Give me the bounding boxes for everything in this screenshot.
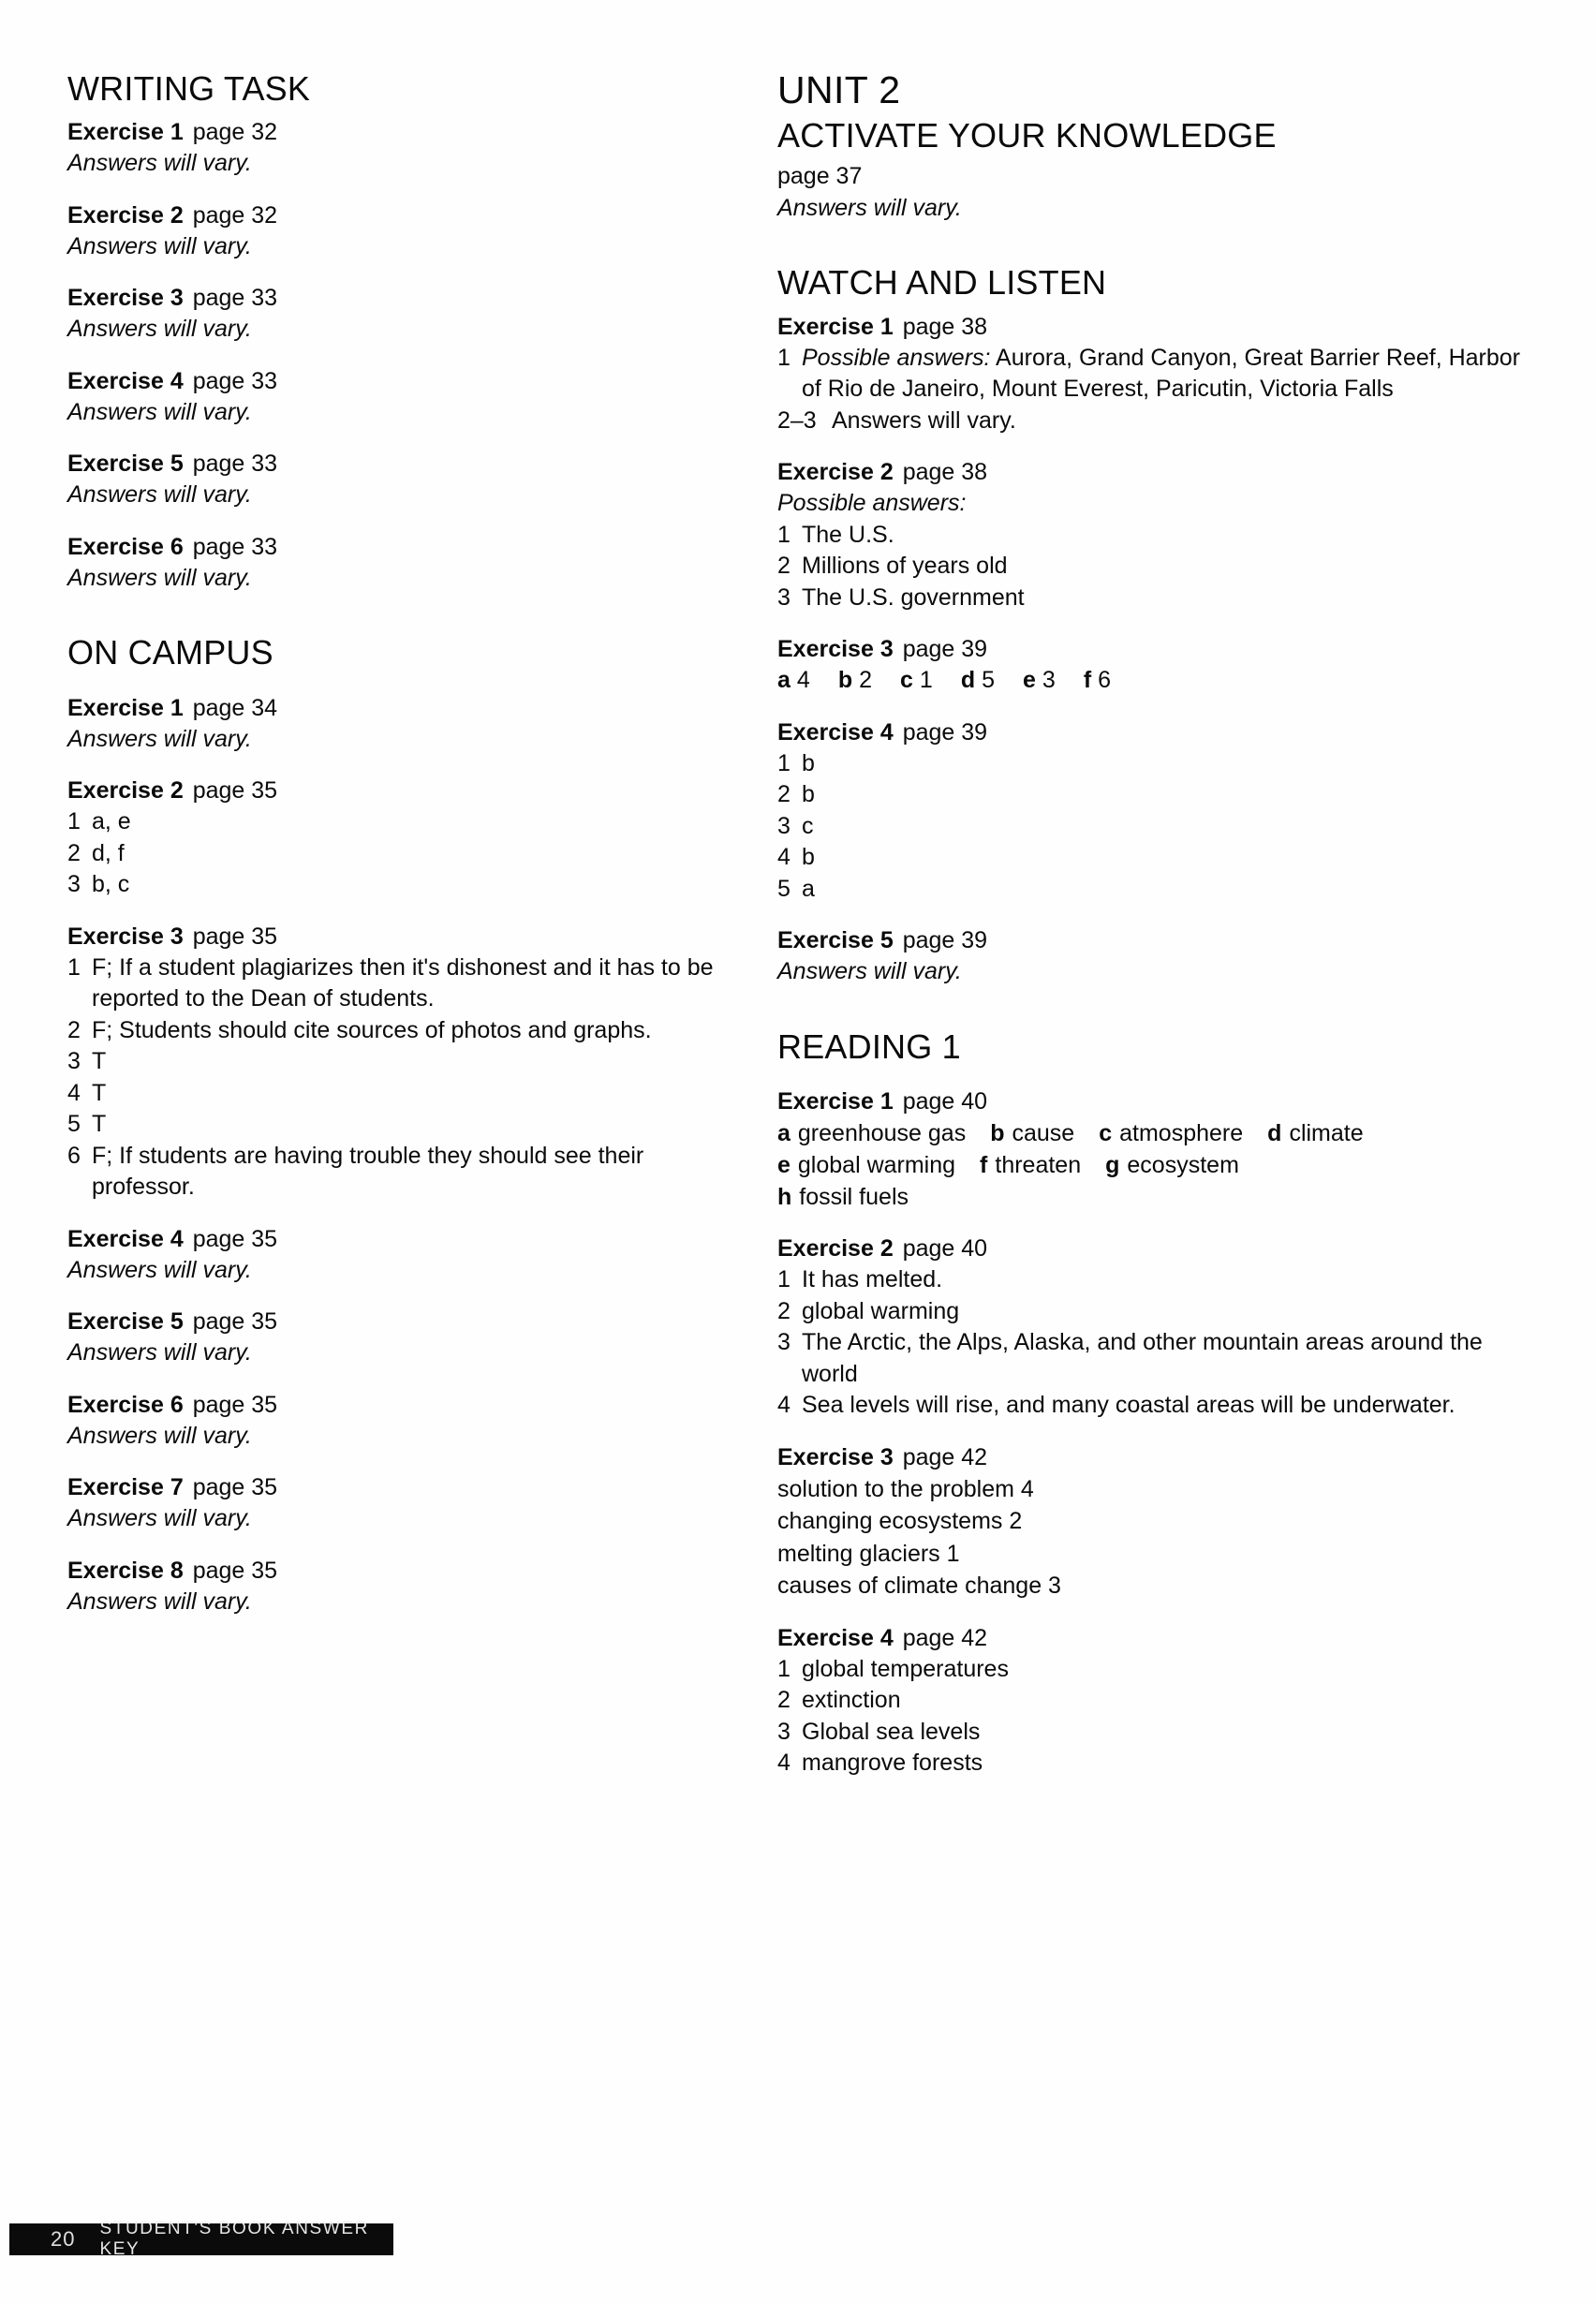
matching-value: 4 [796,667,810,694]
exercise-heading [67,532,740,563]
exercise-block [67,1390,740,1453]
answer-item [777,520,1540,552]
answer-text: F; If students are having trouble they should see their professor. [92,1142,644,1201]
exercise-heading [777,1442,1540,1473]
exercise-label: Exercise 1 [777,1088,894,1115]
answer-item [67,1141,740,1204]
answer-text: Answers will vary. [832,406,1016,434]
exercise-label: Exercise 4 [67,367,184,394]
exercise-label: Exercise 8 [67,1557,184,1584]
ordering-answer-line: causes of climate change 3 [777,1573,1061,1600]
answer-number: 3 [777,1718,791,1745]
answer-text: d, f [92,839,125,866]
exercise-block [67,922,740,1204]
exercise-label: Exercise 2 [777,1235,894,1263]
exercise-heading [777,1623,1540,1654]
vocab-row [777,1181,1540,1213]
matching-value: 5 [982,667,995,694]
answer-item [777,1296,1540,1328]
answer-item [67,1109,740,1141]
answer-number: 5 [777,875,791,902]
vocab-item [990,1120,1074,1146]
section-heading-writing-task: WRITING TASK [67,69,311,108]
answer-number: 3 [777,583,791,611]
exercise-label: Exercise 3 [777,636,894,663]
exercise-heading [67,1390,740,1421]
exercise-block [67,1472,740,1535]
exercise-page: page 39 [902,927,988,954]
exercise-answer: Answers will vary. [67,481,252,509]
exercise-answer: Answers will vary. [67,1505,252,1532]
answer-text: extinction [802,1687,901,1714]
exercise-heading [67,117,740,148]
exercise-label: Exercise 4 [67,1225,184,1252]
exercise-block [67,1556,740,1618]
section-heading-watch-and-listen: WATCH AND LISTEN [777,263,1107,303]
answer-number: 3 [777,812,791,839]
answer-text: The Arctic, the Alps, Alaska, and other mountain areas around the world [802,1329,1483,1387]
exercise-label: Exercise 3 [777,1443,894,1470]
vocab-key: c [1099,1120,1113,1147]
vocab-row [777,1117,1540,1149]
answer-text: a, e [92,808,131,835]
activate-answer: Answers will vary. [777,194,962,221]
answer-list [777,343,1540,437]
exercise-label: Exercise 3 [67,285,184,312]
exercise-heading [67,200,740,231]
answer-text: c [802,812,814,839]
exercise-label: Exercise 1 [67,119,184,146]
answer-text: The U.S. government [802,583,1025,611]
exercise-heading [777,925,1540,956]
answer-item [777,343,1540,406]
answer-list [777,520,1540,614]
answer-item [777,406,1540,437]
vocab-item [777,1120,966,1146]
vocab-value: greenhouse gas [797,1120,967,1147]
answer-lead-italic: Possible answers: [802,344,991,371]
answer-item [67,1078,740,1110]
answer-item [67,1046,740,1078]
exercise-label: Exercise 5 [67,450,184,478]
vocab-item [1099,1120,1243,1146]
answer-text: a [802,875,815,902]
matching-answer-row [777,665,1540,697]
vocab-key: e [777,1152,791,1179]
answer-text: Global sea levels [802,1718,981,1745]
vocab-key: a [777,1120,791,1147]
matching-pair [777,665,810,697]
exercise-page: page 38 [902,313,988,340]
answer-item [777,551,1540,583]
exercise-answer: Answers will vary. [67,1588,252,1615]
matching-key: b [837,667,853,694]
exercise-heading [67,449,740,480]
matching-value: 1 [919,667,933,694]
vocab-value: fossil fuels [799,1184,909,1211]
exercise-page: page 35 [192,923,278,950]
exercise-page: page 33 [192,533,278,560]
exercise-heading [67,922,740,953]
answer-text: mangrove forests [802,1750,983,1777]
answer-body: Aurora, Grand Canyon, Great Barrier Reef, Harbor of Rio de Janeiro, Mount Everest, Paricutin, Victoria Falls [802,344,1521,403]
matching-key: e [1023,667,1036,694]
answer-item [67,838,740,870]
answer-item [777,1717,1540,1749]
vocab-value: threaten [995,1152,1082,1179]
exercise-heading [67,693,740,724]
exercise-block [67,200,740,263]
vocab-value: climate [1289,1120,1364,1147]
exercise-block [67,532,740,595]
exercise-block [777,1442,1540,1602]
answer-item [777,811,1540,843]
exercise-block [777,1233,1540,1422]
page-footer-bar [9,2219,393,2259]
answer-text: Sea levels will rise, and many coastal areas will be underwater. [802,1392,1456,1419]
answer-number: 2 [777,553,791,580]
answer-number: 4 [777,844,791,871]
matching-key: c [900,667,913,694]
answer-text: T [92,1111,107,1138]
exercise-label: Exercise 6 [67,533,184,560]
matching-value: 6 [1098,667,1112,694]
answer-text: The U.S. [802,521,894,548]
exercise-block [777,1086,1540,1213]
answer-text: F; If a student plagiarizes then it's dishonest and it has to be reported to the Dean of students. [92,953,714,1012]
exercise-label: Exercise 2 [777,459,894,486]
answer-number: 1 [777,344,791,371]
answer-item [777,874,1540,906]
exercise-page: page 32 [192,119,278,146]
exercise-block [67,775,740,901]
ordering-answer-line: solution to the problem 4 [777,1475,1034,1502]
exercise-answer: Answers will vary. [67,232,252,259]
exercise-block [67,693,740,756]
two-column-layout [0,69,1596,1780]
answer-text [802,343,1540,406]
exercise-heading [777,1233,1540,1264]
exercise-heading [67,1307,740,1337]
exercise-page: page 35 [192,1308,278,1336]
answer-text: T [92,1079,107,1106]
matching-key: f [1083,667,1092,694]
answer-number: 1 [777,749,791,776]
answer-number: 1 [67,808,81,835]
answer-number: 1 [777,521,791,548]
exercise-block [777,312,1540,437]
exercise-answer: Answers will vary. [67,564,252,591]
answer-item [67,953,740,1015]
answer-item [777,583,1540,614]
exercise-answer: Answers will vary. [67,1339,252,1366]
vocab-item [777,1152,955,1178]
exercise-block [777,634,1540,697]
answer-text: Millions of years old [802,553,1008,580]
vocab-item [980,1152,1081,1178]
vocab-key: g [1105,1152,1120,1179]
answer-number: 4 [777,1392,791,1419]
vocab-key: b [990,1120,1005,1147]
ordering-answer-line: changing ecosystems 2 [777,1508,1023,1535]
exercise-page: page 35 [192,777,278,805]
exercise-answer: Answers will vary. [67,150,252,177]
answer-item [777,1748,1540,1780]
section-heading-on-campus: ON CAMPUS [67,633,273,672]
exercise-block [777,457,1540,613]
exercise-label: Exercise 1 [777,313,894,340]
exercise-heading [777,457,1540,488]
exercise-heading [67,1472,740,1503]
exercise-page: page 34 [192,694,278,721]
matching-value: 3 [1042,667,1056,694]
answer-text: b [802,844,815,871]
answer-number: 2 [67,1016,81,1043]
ordering-answer-line: melting glaciers 1 [777,1540,960,1567]
exercise-label: Exercise 2 [67,777,184,805]
unit-heading: UNIT 2 [777,68,901,111]
exercise-page: page 35 [192,1225,278,1252]
matching-key: d [960,667,976,694]
footer-label: STUDENT'S BOOK ANSWER KEY [99,2219,369,2259]
section-heading-reading-1: READING 1 [777,1026,961,1066]
answer-item [777,779,1540,811]
answer-list [777,1654,1540,1780]
answer-number: 5 [67,1111,81,1138]
exercise-block [67,117,740,180]
exercise-page: page 40 [902,1088,988,1115]
answer-number: 3 [67,871,81,898]
exercise-label: Exercise 5 [777,927,894,954]
matching-pair [900,665,933,697]
vocab-value: ecosystem [1127,1152,1239,1179]
answer-list [67,806,740,901]
left-column [0,69,768,1780]
matching-pair [1023,665,1056,697]
matching-key: a [777,667,791,694]
exercise-answer: Answers will vary. [67,725,252,752]
exercise-heading [777,634,1540,665]
answer-number: 2 [777,1297,791,1324]
exercise-page: page 42 [902,1443,988,1470]
exercise-block [67,1307,740,1369]
answer-text: b [802,781,815,808]
answer-number: 4 [67,1079,81,1106]
answer-number: 2 [777,781,791,808]
right-column [768,69,1596,1780]
answer-number: 6 [67,1142,81,1169]
exercise-heading [67,283,740,314]
exercise-label: Exercise 3 [67,923,184,950]
answer-number: 2 [777,1687,791,1714]
exercise-label: Exercise 2 [67,201,184,229]
vocab-item [1105,1152,1239,1178]
exercise-block [67,366,740,429]
footer-page-number: 20 [51,2227,76,2251]
answer-text: global temperatures [802,1655,1009,1682]
exercise-page: page 35 [192,1391,278,1418]
vocab-key: h [777,1184,792,1211]
answer-item [67,806,740,838]
exercise-block [67,449,740,511]
exercise-answer: Answers will vary. [777,958,962,985]
exercise-page: page 42 [902,1624,988,1651]
exercise-block [777,925,1540,988]
exercise-block [67,1224,740,1287]
exercise-answer: Answers will vary. [67,316,252,343]
exercise-page: page 35 [192,1557,278,1584]
exercise-block [777,1623,1540,1780]
answer-number: 3 [67,1048,81,1075]
exercise-page: page 33 [192,367,278,394]
exercise-answer: Answers will vary. [67,1256,252,1283]
exercise-heading [777,1086,1540,1117]
answer-item [67,1015,740,1047]
section-heading-activate-your-knowledge: ACTIVATE YOUR KNOWLEDGE [777,115,1277,155]
answer-text: It has melted. [802,1266,943,1293]
answer-list [777,1264,1540,1422]
exercise-label: Exercise 4 [777,718,894,746]
answer-number: 1 [777,1266,791,1293]
answer-item [777,1264,1540,1296]
answer-item [777,1327,1540,1390]
vocab-value: global warming [797,1152,956,1179]
matching-pair [838,665,872,697]
exercise-heading [67,1224,740,1255]
answer-number: 2 [67,839,81,866]
exercise-page: page 33 [192,450,278,478]
matching-pair [1084,665,1111,697]
exercise-answer: Answers will vary. [67,1422,252,1449]
exercise-page: page 32 [192,201,278,229]
answer-text: T [92,1048,107,1075]
exercise-page: page 35 [192,1474,278,1501]
matching-pair [961,665,995,697]
answer-text: b, c [92,871,130,898]
exercise-page: page 38 [902,459,988,486]
answer-item [777,1654,1540,1686]
vocab-row [777,1149,1540,1181]
answer-text: b [802,749,815,776]
exercise-label: Exercise 1 [67,694,184,721]
answer-list [67,953,740,1204]
answer-number: 3 [777,1329,791,1356]
exercise-page: page 39 [902,718,988,746]
answer-item [777,1390,1540,1422]
answer-number: 1 [777,1655,791,1682]
answer-number: 2–3 [777,406,817,434]
vocab-item [777,1184,909,1210]
answer-item [67,869,740,901]
exercise-heading [67,1556,740,1587]
vocab-key: f [980,1152,988,1179]
exercise-heading [67,366,740,397]
exercise-block [67,283,740,346]
exercise-heading [777,717,1540,748]
vocab-key: d [1267,1120,1282,1147]
exercise-block [777,717,1540,906]
answer-number: 4 [777,1750,791,1777]
exercise-heading [777,312,1540,343]
answer-item [777,748,1540,780]
exercise-page: page 40 [902,1235,988,1263]
answer-number: 1 [67,953,81,981]
answer-text: F; Students should cite sources of photos and graphs. [92,1016,652,1043]
vocab-item [1267,1120,1363,1146]
answer-item [777,842,1540,874]
vocab-value: atmosphere [1119,1120,1244,1147]
exercise-label: Exercise 5 [67,1308,184,1336]
exercise-heading [67,775,740,806]
exercise-answer: Answers will vary. [67,398,252,425]
exercise-label: Exercise 6 [67,1391,184,1418]
exercise-page: page 39 [902,636,988,663]
answer-text: global warming [802,1297,960,1324]
possible-answers-lead: Possible answers: [777,490,967,517]
vocab-value: cause [1012,1120,1075,1147]
exercise-label: Exercise 7 [67,1474,184,1501]
exercise-label: Exercise 4 [777,1624,894,1651]
activate-page-ref: page 37 [777,163,863,190]
matching-value: 2 [859,667,872,694]
exercise-page: page 33 [192,285,278,312]
answer-item [777,1685,1540,1717]
answer-list [777,748,1540,906]
